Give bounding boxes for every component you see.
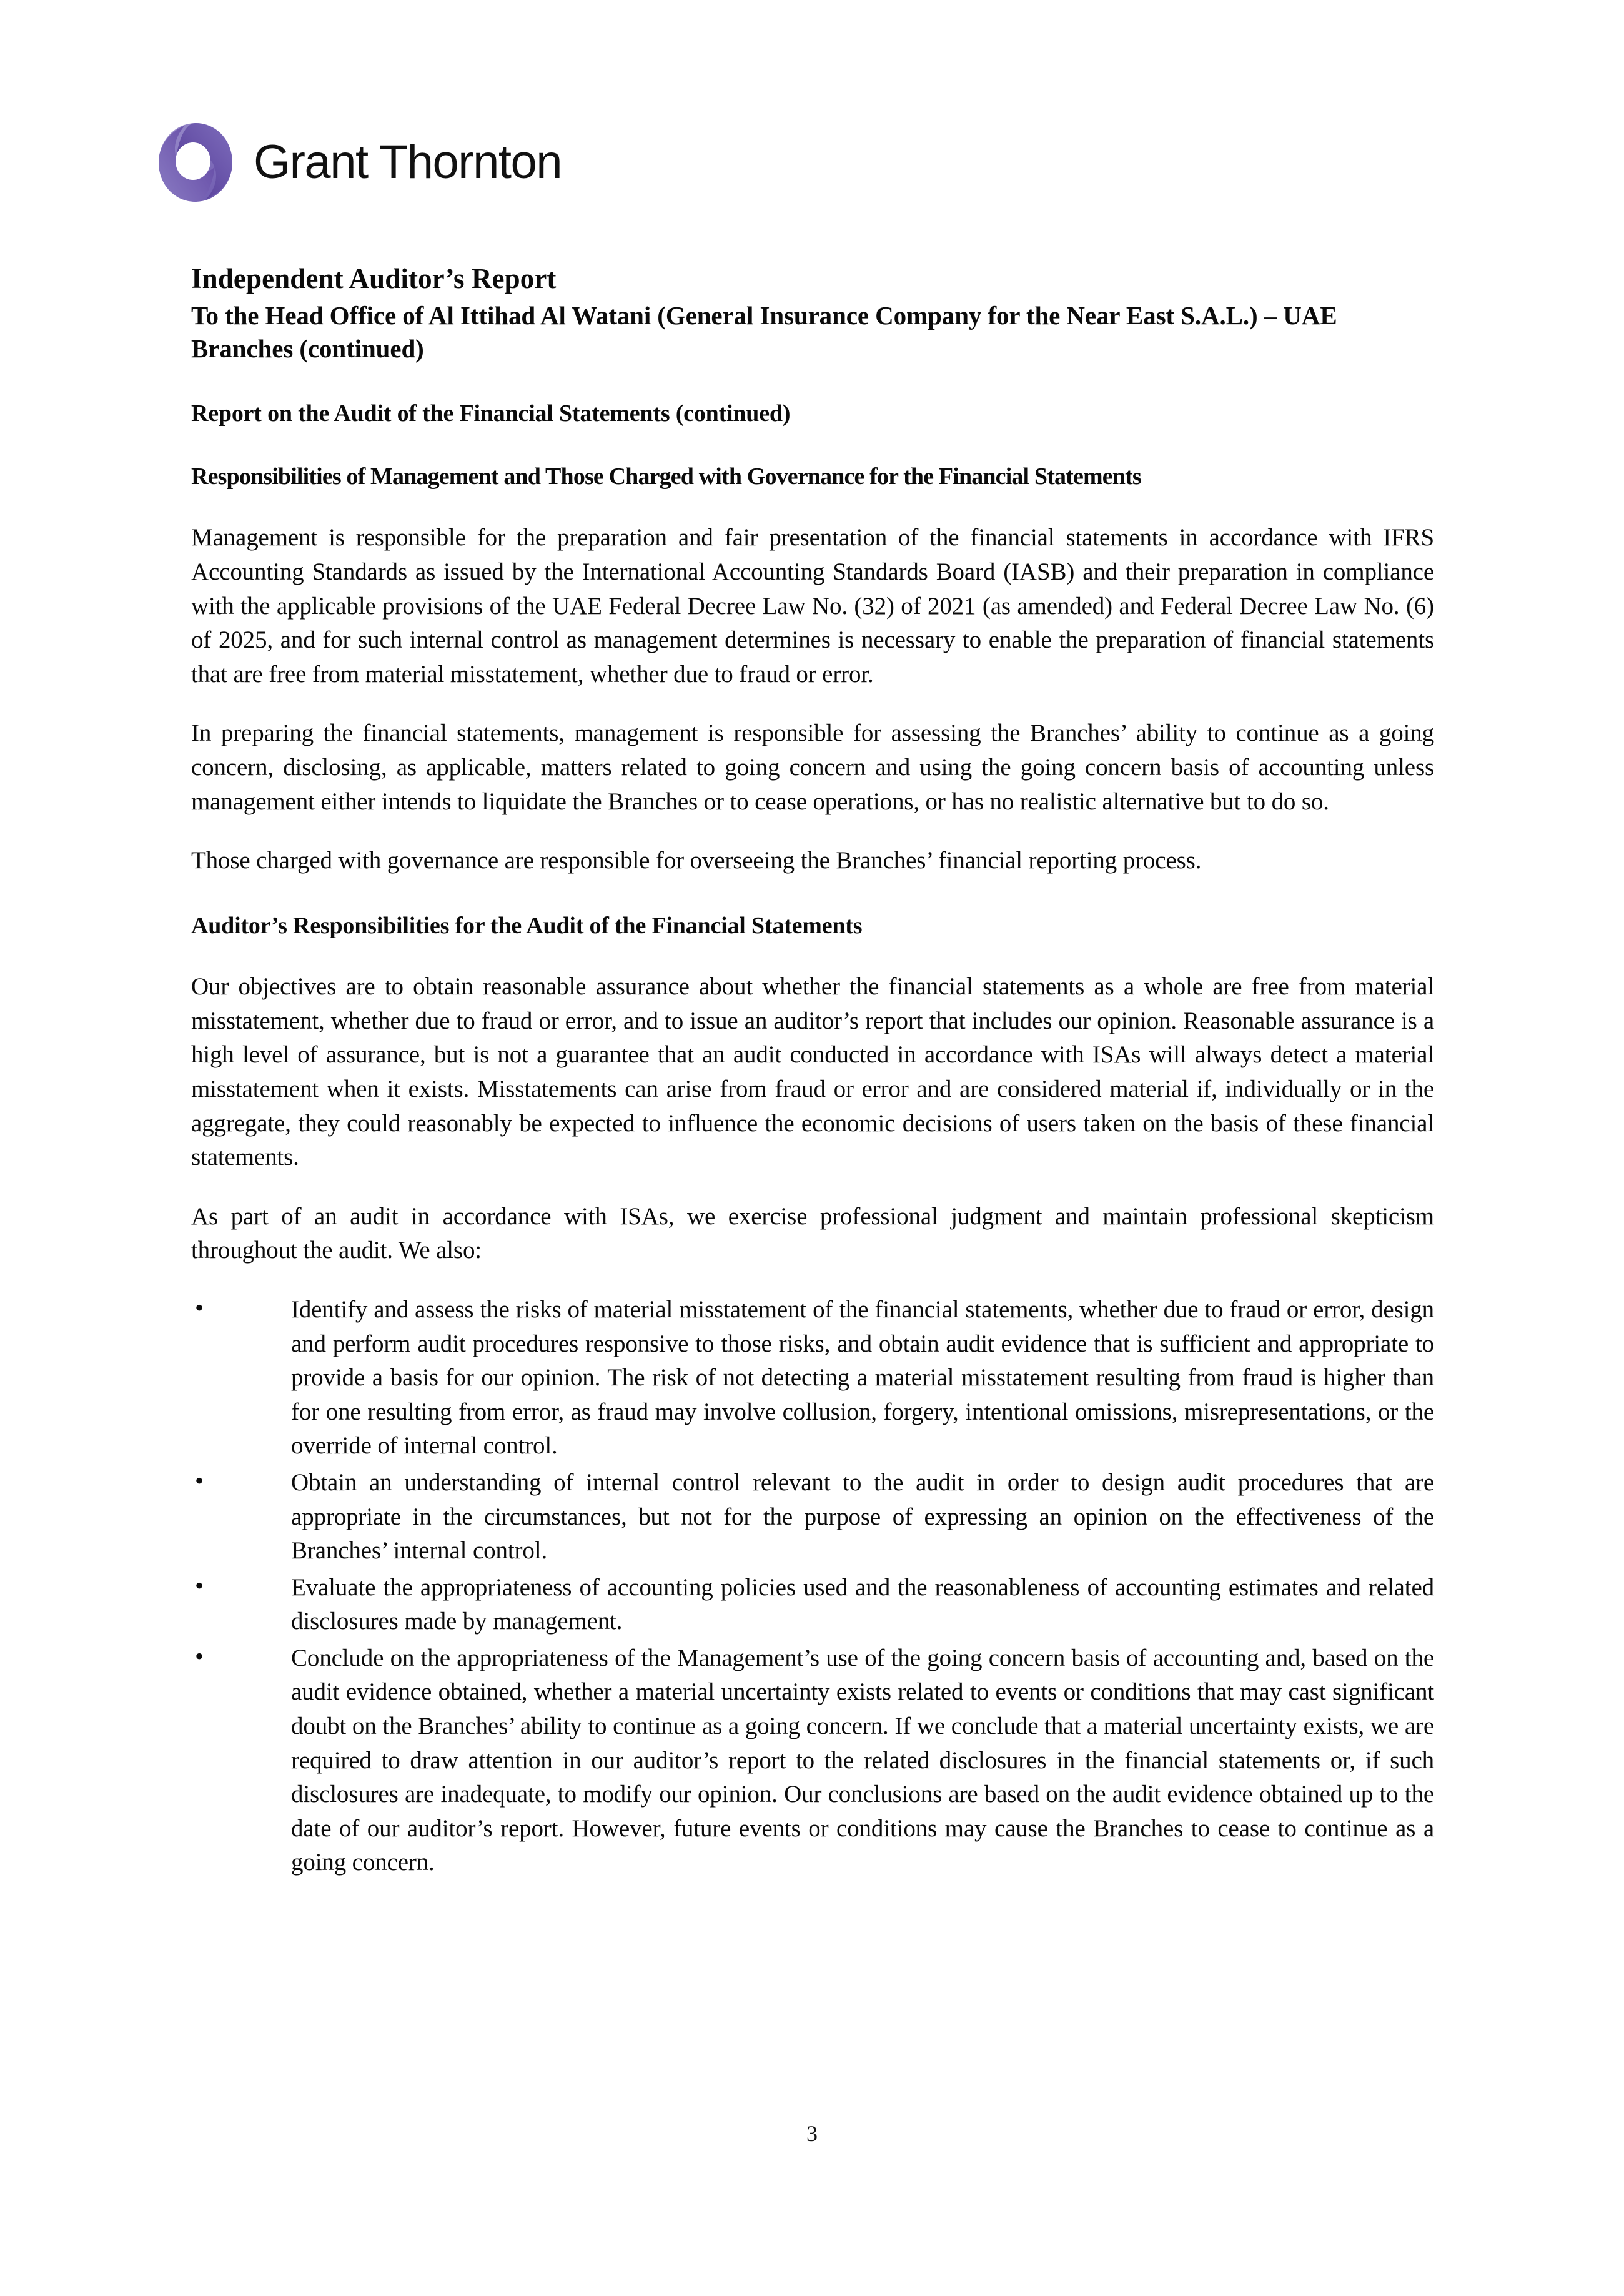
section-heading-auditor-responsibilities: Auditor’s Responsibilities for the Audit of the Financial Statements bbox=[191, 912, 863, 939]
list-item: • Evaluate the appropriateness of accounting policies used and the reasonableness of accounting estimates and related disclosures made by management. bbox=[191, 1571, 1434, 1639]
list-item: • Identify and assess the risks of material misstatement of the financial statements, whether due to fraud or error, design and perform audit procedures responsive to those risks, and obtain audit evidence that is sufficient and appropriate to provide a basis for our opinion. The risk of not detecting a material misstatement resulting from fraud is higher than for one resulting from error, as fraud may involve collusion, forgery, intentional omissions, misrepresentations, or the override of internal control. bbox=[191, 1293, 1434, 1463]
auditor-responsibilities-list bbox=[191, 1293, 1434, 1880]
paragraph-governance-oversight: Those charged with governance are responsible for overseeing the Branches’ financial reporting process. bbox=[191, 847, 1202, 874]
paragraph-going-concern-assessment: In preparing the financial statements, management is responsible for assessing the Branches’ ability to continue as a going concern, disclosing, as applicable, matters related to going concern and using the going concern basis of accounting unless management either intends to liquidate the Branches or to cease operations, or has no realistic alternative but to do so. bbox=[191, 720, 1434, 815]
page-title: Independent Auditor’s Report bbox=[191, 263, 557, 294]
paragraph-management-responsible: Management is responsible for the preparation and fair presentation of the financial statements in accordance with IFRS Accounting Standards as issued by the International Accounting Standards Board (IASB) and their preparation in compliance with the applicable provisions of the UAE Federal Decree Law No. (32) of 2021 (as amended) and Federal Decree Law No. (6) of 2025, and for such internal control as management determines is necessary to enable the preparation of financial statements that are free from material misstatement, whether due to fraud or error. bbox=[191, 524, 1434, 688]
document-body bbox=[191, 262, 1434, 1883]
document-addressee: To the Head Office of Al Ittihad Al Watani (General Insurance Company for the Near East S.A.L.) – UAE Branches (continued) bbox=[191, 301, 1337, 364]
list-item: • Conclude on the appropriateness of the Management’s use of the going concern basis of accounting and, based on the audit evidence obtained, whether a material uncertainty exists related to events or conditions that may cast significant doubt on the Branches’ ability to continue as a going concern. If we conclude that a material uncertainty exists, we are required to draw attention in our auditor’s report to the related disclosures in the financial statements or, if such disclosures are inadequate, to modify our opinion. Our conclusions are based on the audit evidence obtained up to the date of our auditor’s report. However, future events or conditions may cause the Branches to cease to continue as a going concern. bbox=[191, 1641, 1434, 1880]
list-item: • Obtain an understanding of internal control relevant to the audit in order to design audit procedures that are appropriate in the circumstances, but not for the purpose of expressing an opinion on the effectiveness of the Branches’ internal control. bbox=[191, 1466, 1434, 1568]
paragraph-objectives-assurance: Our objectives are to obtain reasonable assurance about whether the financial statements as a whole are free from material misstatement, whether due to fraud or error, and to issue an auditor’s report that includes our opinion. Reasonable assurance is a high level of assurance, but is not a guarantee that an audit conducted in accordance with ISAs will always detect a material misstatement when it exists. Misstatements can arise from fraud or error and are considered material if, individually or in the aggregate, they could reasonably be expected to influence the economic decisions of users taken on the basis of these financial statements. bbox=[191, 973, 1434, 1171]
grant-thornton-swirl-icon bbox=[157, 122, 234, 203]
page-number: 3 bbox=[806, 2121, 818, 2146]
report-section-heading: Report on the Audit of the Financial Statements (continued) bbox=[191, 400, 791, 427]
brand-logo bbox=[157, 122, 562, 203]
section-heading-management-responsibilities: Responsibilities of Management and Those Charged with Governance for the Financial Statements bbox=[191, 463, 1141, 490]
brand-wordmark: Grant Thornton bbox=[254, 136, 562, 189]
paragraph-professional-judgment: As part of an audit in accordance with ISAs, we exercise professional judgment and maintain professional skepticism throughout the audit. We also: bbox=[191, 1202, 1434, 1264]
